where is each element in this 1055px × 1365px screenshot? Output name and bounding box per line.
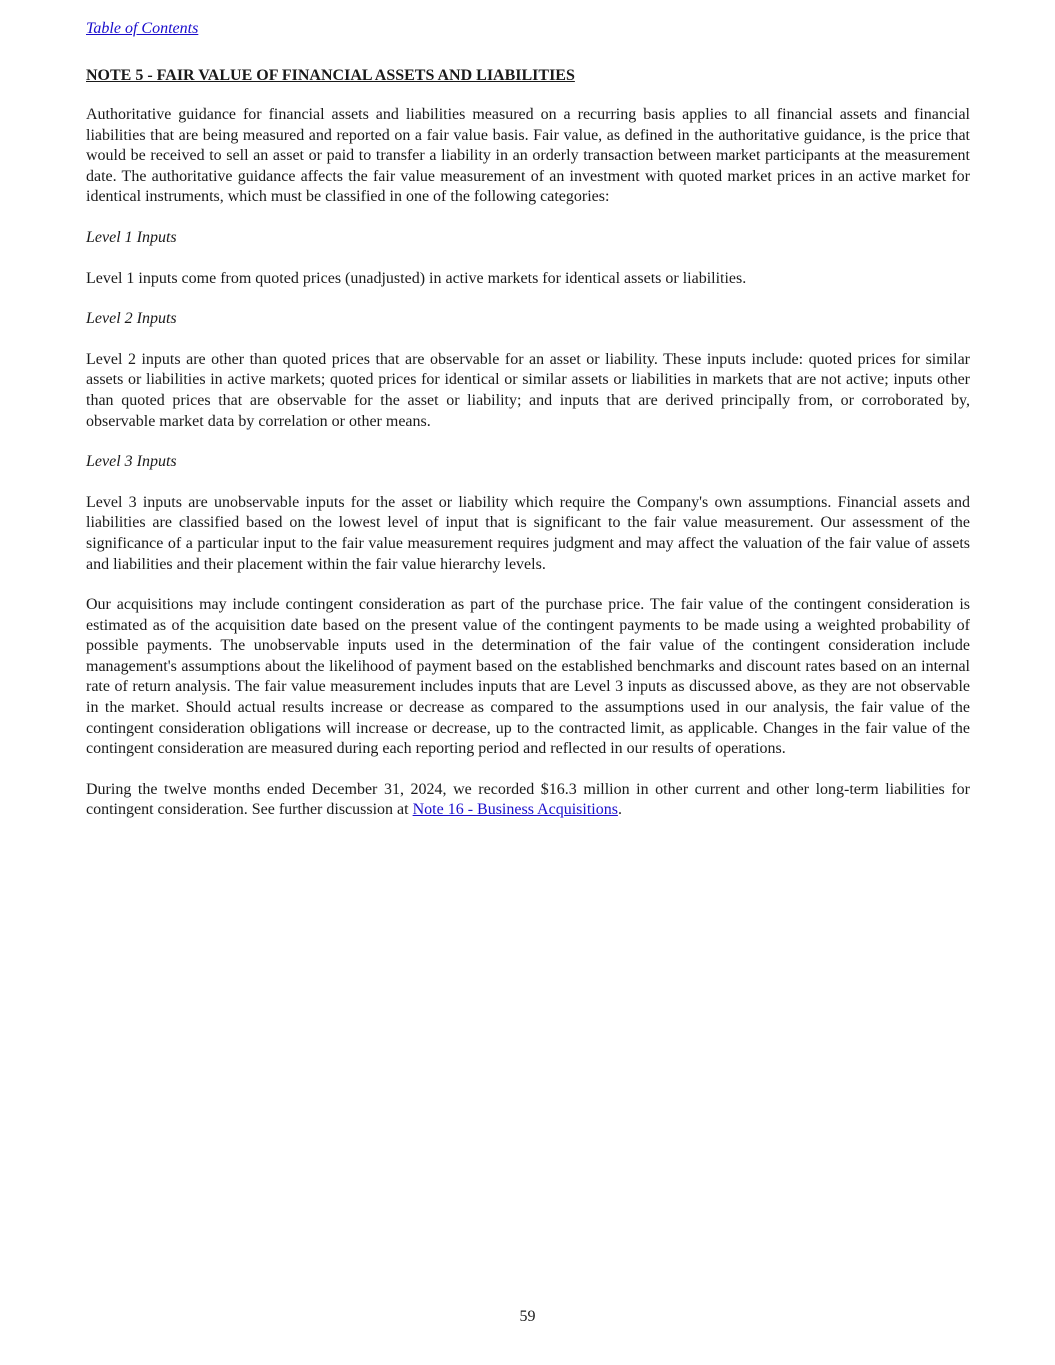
level-1-heading: Level 1 Inputs — [86, 228, 177, 246]
closing-period: . — [617, 801, 622, 819]
level-3-paragraph: Level 3 inputs are unobservable inputs for the asset or liability which require the Company's own assumptions. Financial assets and liabilities are classified based on the lowest level of input that is significant to the fair value measurement. Our assessment of the significance of a particular input to the fair value measurement requires judgment and may affect the valuation of the fair value of assets and liabilities and their placement within the fair value hierarchy levels. — [86, 493, 970, 573]
document-page — [86, 18, 970, 821]
level-2-heading: Level 2 Inputs — [86, 310, 177, 328]
closing-text: During the twelve months ended December 31, 2024, we recorded $16.3 million in other current and other long-term liabilities for contingent consideration. See further discussion at — [86, 780, 970, 819]
contingent-consideration-paragraph: Our acquisitions may include contingent consideration as part of the purchase price. The fair value of the contingent consideration is estimated as of the acquisition date based on the present value of the contingent payments to be made using a weighted probability of possible payments. The unobservable inputs used in the determination of the fair value of the contingent consideration include management's assumptions about the likelihood of payment based on the established benchmarks and discount rates based on an internal rate of return analysis. The fair value measurement includes inputs that are Level 3 inputs as discussed above, as they are not observable in the market. Should actual results increase or decrease as compared to the assumptions used in our analysis, the fair value of the contingent consideration obligations will increase or decrease, up to the contracted limit, as applicable. Changes in the fair value of the contingent consideration are measured during each reporting period and reflected in our results of operations. — [86, 596, 970, 758]
intro-paragraph: Authoritative guidance for financial assets and liabilities measured on a recurring basis applies to all financial assets and financial liabilities that are being measured and reported on a fair value basis. Fair value, as defined in the authoritative guidance, is the price that would be received to sell an asset or paid to transfer a liability in an orderly transaction between market participants at the measurement date. The authoritative guidance affects the fair value measurement of an investment with quoted market prices in an active market for identical instruments, which must be classified in one of the following categories: — [86, 106, 970, 206]
closing-paragraph — [86, 780, 970, 821]
level-2-paragraph: Level 2 inputs are other than quoted prices that are observable for an asset or liability. These inputs include: quoted prices for similar assets or liabilities in active markets; quoted prices for identical or similar assets or liabilities in markets that are not active; inputs other than quoted prices that are observable for the asset or liability; and inputs that are derived principally from, or corroborated by, observable market data by correlation or other means. — [86, 350, 970, 430]
note-title: NOTE 5 - FAIR VALUE OF FINANCIAL ASSETS AND LIABILITIES — [86, 67, 575, 84]
note-16-link[interactable]: Note 16 - Business Acquisitions — [412, 801, 618, 819]
level-3-heading: Level 3 Inputs — [86, 453, 177, 471]
table-of-contents-link[interactable]: Table of Contents — [86, 20, 199, 37]
page-number: 59 — [519, 1308, 536, 1325]
level-1-paragraph: Level 1 inputs come from quoted prices (unadjusted) in active markets for identical assets or liabilities. — [86, 269, 747, 287]
